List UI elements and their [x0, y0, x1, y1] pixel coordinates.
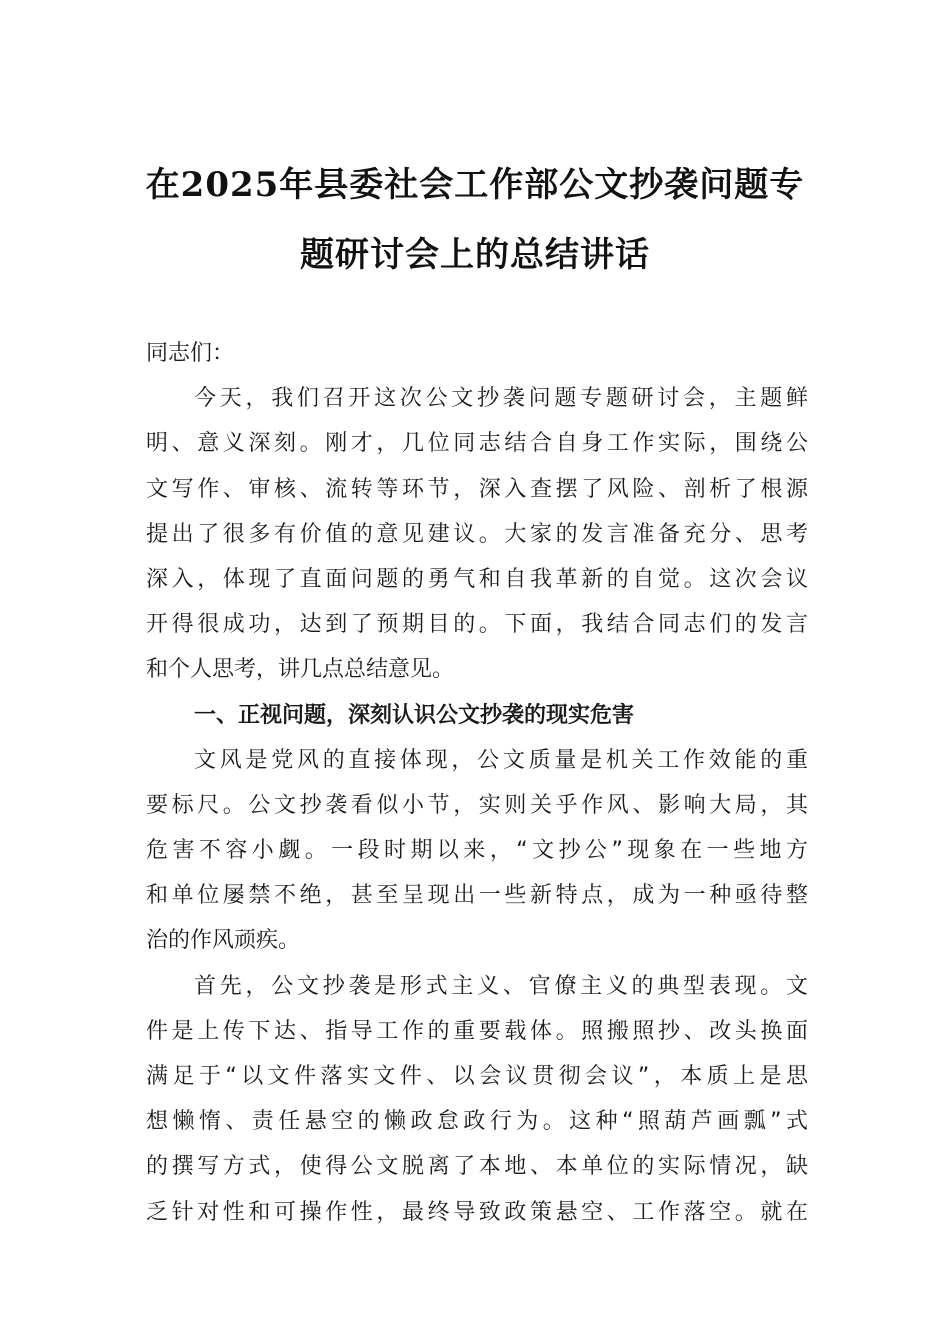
paragraph-line: 深入，体现了直面问题的勇气和自我革新的自觉。这次会议 — [146, 566, 808, 592]
paragraph-line: 危害不容小觑。一段时期以来，“文抄公”现象在一些地方 — [146, 838, 808, 864]
paragraph-line: 开得很成功，达到了预期目的。下面，我结合同志们的发言 — [146, 612, 808, 638]
title-line-1: 在2025年县委社会工作部公文抄袭问题专 — [145, 165, 805, 205]
title-line-2: 题研讨会上的总结讲话 — [300, 235, 650, 275]
paragraph-line: 提出了很多有价值的意见建议。大家的发言准备充分、思考 — [146, 521, 808, 547]
paragraph-line: 乏针对性和可操作性，最终导致政策悬空、工作落空。就在 — [146, 1199, 808, 1225]
paragraph-line: 和个人思考，讲几点总结意见。 — [146, 657, 455, 683]
paragraph-line: 文风是党风的直接体现，公文质量是机关工作效能的重 — [194, 747, 808, 773]
paragraph-line: 满足于“以文件落实文件、以会议贯彻会议”，本质上是思 — [146, 1064, 808, 1089]
paragraph-line: 件是上传下达、指导工作的重要载体。照搬照抄、改头换面 — [146, 1018, 808, 1044]
salutation: 同志们： — [146, 341, 235, 366]
paragraph-line: 想懒惰、责任悬空的懒政怠政行为。这种“照葫芦画瓢”式 — [146, 1109, 808, 1135]
section-heading: 一、正视问题，深刻认识公文抄袭的现实危害 — [194, 702, 635, 728]
paragraph-line: 文写作、审核、流转等环节，深入查摆了风险、剖析了根源 — [146, 476, 808, 502]
document-title — [130, 150, 820, 290]
paragraph-line: 和单位屡禁不绝，甚至呈现出一些新特点，成为一种亟待整 — [146, 883, 808, 909]
paragraph-line: 今天，我们召开这次公文抄袭问题专题研讨会，主题鲜 — [194, 386, 808, 412]
paragraph-line: 明、意义深刻。刚才，几位同志结合自身工作实际，围绕公 — [146, 431, 808, 457]
document-body — [146, 331, 808, 1235]
paragraph-line: 的撰写方式，使得公文脱离了本地、本单位的实际情况，缺 — [146, 1154, 808, 1180]
paragraph-line: 治的作风顽疾。 — [146, 928, 301, 954]
paragraph-line: 首先，公文抄袭是形式主义、官僚主义的典型表现。文 — [194, 973, 808, 999]
paragraph-line: 要标尺。公文抄袭看似小节，实则关乎作风、影响大局，其 — [146, 792, 808, 818]
